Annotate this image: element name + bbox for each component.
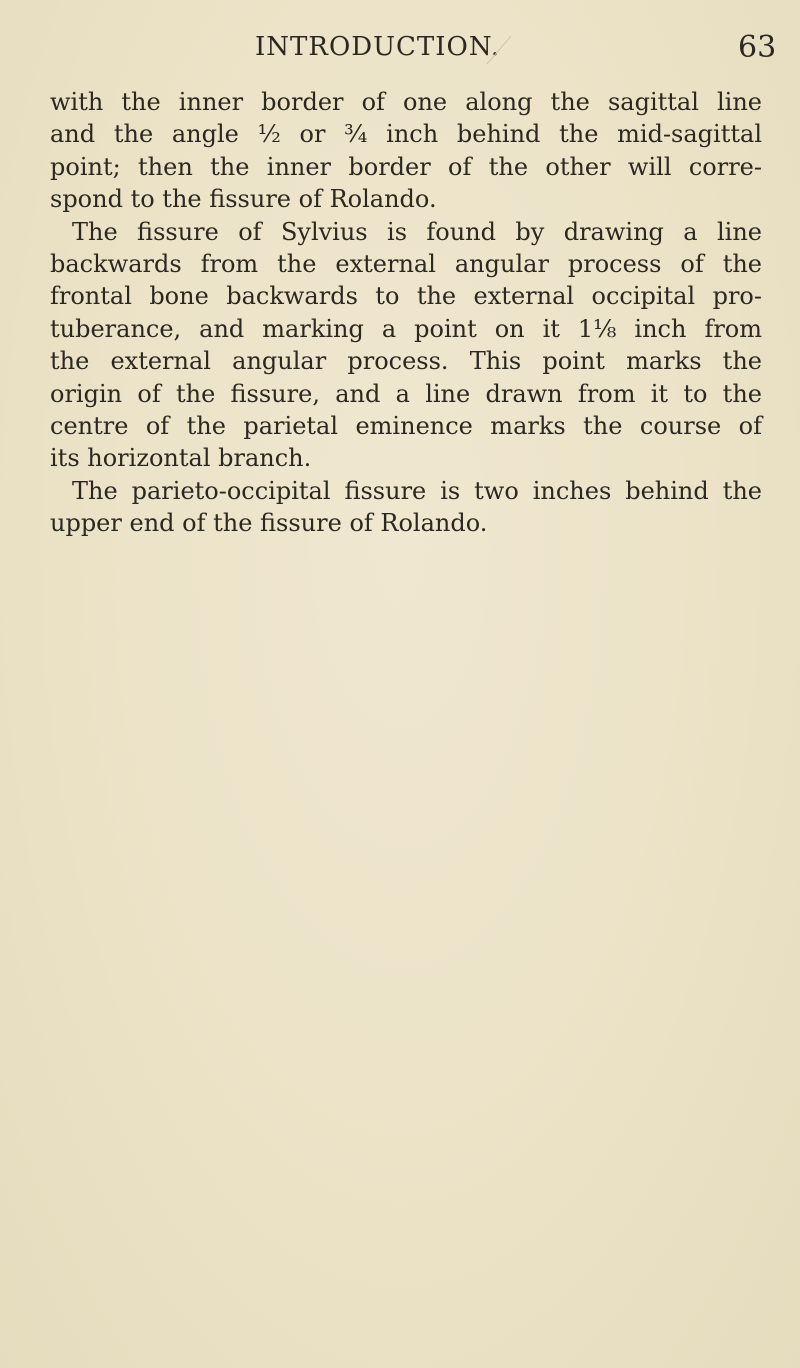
text-line-12: its horizontal branch. [50, 444, 312, 473]
text-line-14: upper end of the fissure of Rolando. [50, 509, 488, 538]
text-line-1: with the inner border of one along the sagittal line [50, 88, 762, 116]
text-line-6: backwards from the external angular process of the [50, 249, 762, 278]
text-line-10: origin of the fissure, and a line drawn from it to the [50, 379, 762, 408]
text-line-13: The parieto-occipital fissure is two inches behind the [72, 476, 762, 505]
running-title: INTRODUCTION. [255, 32, 501, 62]
body-text [50, 86, 762, 539]
text-line-11: centre of the parietal eminence marks the course of [50, 411, 762, 440]
text-line-8: tuberance, and marking a point on it 1⅛ inch from [50, 314, 762, 343]
text-line-3: point; then the inner border of the other will corre- [50, 152, 762, 181]
text-line-4: spond to the fissure of Rolando. [50, 185, 437, 214]
text-line-7: frontal bone backwards to the external occipital pro- [50, 282, 762, 311]
text-line-2: and the angle ½ or ¾ inch behind the mid-sagittal [50, 120, 762, 149]
text-line-9: the external angular process. This point marks the [50, 347, 762, 376]
text-line-5: The fissure of Sylvius is found by drawing a line [72, 217, 762, 246]
running-head [0, 28, 800, 68]
page-number: 63 [738, 30, 777, 65]
paper-mark [485, 32, 515, 66]
